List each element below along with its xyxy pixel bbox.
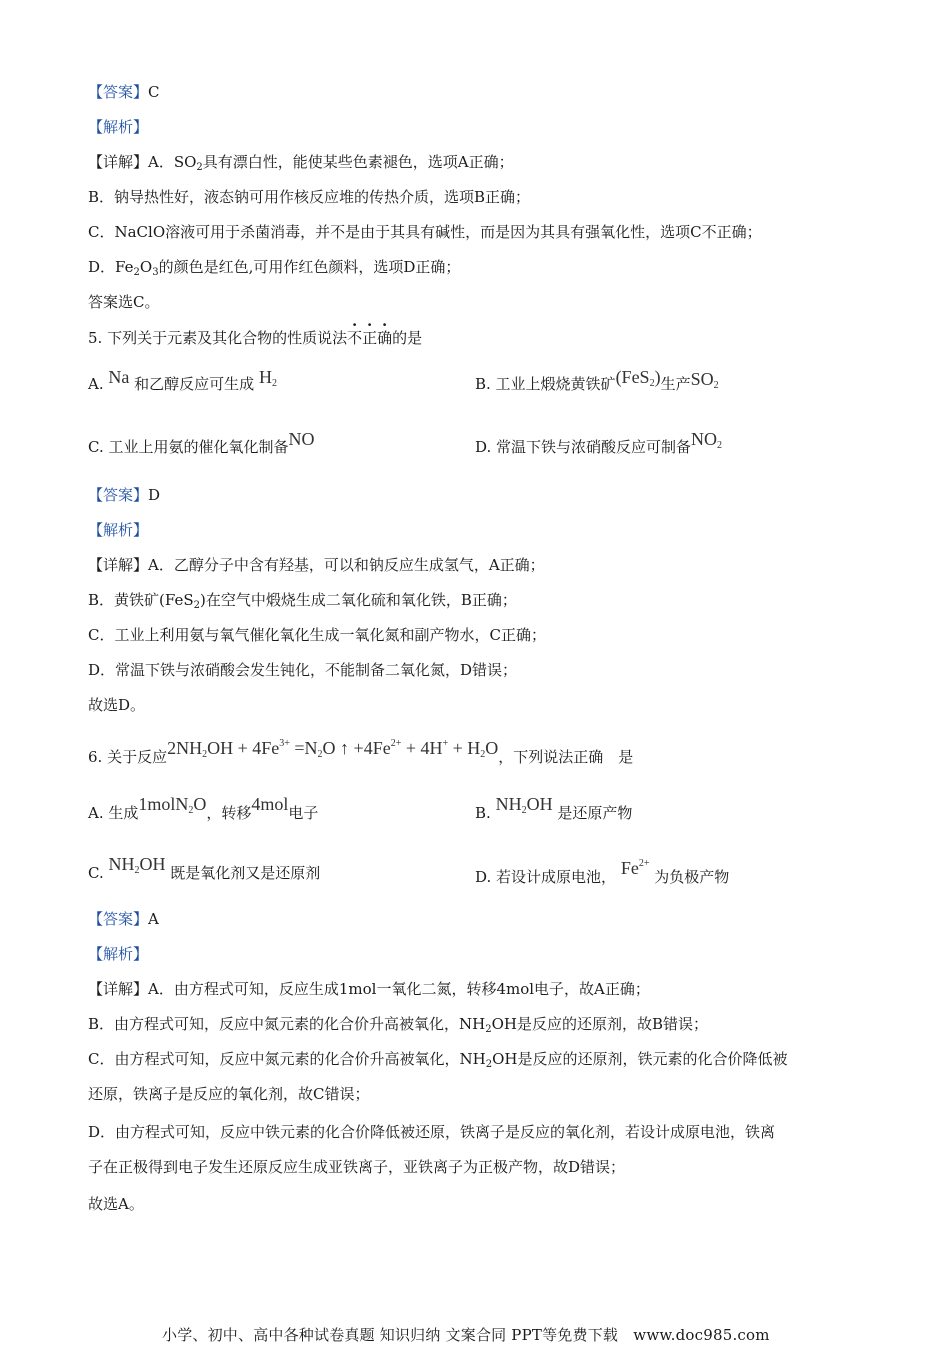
superscript: + xyxy=(442,738,449,749)
text: 生产 xyxy=(660,375,691,393)
text: 为负极产物 xyxy=(654,868,730,886)
superscript: 2+ xyxy=(390,738,402,749)
text: D．Fe xyxy=(88,258,134,276)
q4-detail-line-2: B．钠导热性好，液态钠可用作核反应堆的传热介质，选项B正确； xyxy=(88,188,531,206)
subscript: 2 xyxy=(271,378,277,389)
text: 6. 关于反应 xyxy=(88,748,168,766)
text: B．黄铁矿(FeS xyxy=(88,591,194,609)
formula-text: O xyxy=(193,794,207,814)
q4-detail-line-4 xyxy=(88,257,460,283)
text: 电子 xyxy=(288,804,319,822)
q6-detail-line-4: 还原，铁离子是反应的氧化剂，故C错误； xyxy=(88,1085,370,1103)
answer-tag: 【答案】 xyxy=(88,486,149,504)
formula xyxy=(259,367,277,387)
q6-option-c xyxy=(88,854,321,889)
formula-text: OH + 4Fe xyxy=(207,738,280,758)
option-label: B. xyxy=(475,804,491,822)
formula-text: Fe xyxy=(620,858,639,878)
text: OH是反应的还原剂，铁元素的化合价降低被 xyxy=(492,1050,788,1068)
subscript: 2 xyxy=(480,749,486,760)
formula-text: H xyxy=(258,367,272,387)
q5-detail-line-2 xyxy=(88,590,517,616)
q5-detail-line-4: D．常温下铁与浓硝酸会发生钝化，不能制备二氧化氮，D错误； xyxy=(88,661,518,679)
subscript: 3 xyxy=(152,267,159,278)
formula-text: O ↑ +4Fe xyxy=(322,738,391,758)
subscript: 2 xyxy=(649,378,655,389)
q6-detail-line-5: D．由方程式可知，反应中铁元素的化合价降低被还原，铁离子是反应的氧化剂，若设计成原电池，铁离 xyxy=(88,1123,776,1141)
formula-text: O xyxy=(485,738,499,758)
formula xyxy=(138,794,206,814)
answer-value: A xyxy=(148,910,159,928)
text: B．由方程式可知，反应中氮元素的化合价升高被氧化，NH xyxy=(88,1015,486,1033)
q5-option-d xyxy=(475,429,723,463)
answer-tag: 【答案】 xyxy=(88,910,149,928)
q5-option-b xyxy=(475,367,719,400)
q5-detail-line-3: C．工业上利用氨与氧气催化氧化生成一氧化氮和副产物水，C正确； xyxy=(88,626,546,644)
formula xyxy=(691,429,722,449)
text: A．乙醇分子中含有羟基，可以和钠反应生成氢气，A正确； xyxy=(148,556,545,574)
formula-text: ) xyxy=(654,367,661,387)
formula-text: OH xyxy=(526,794,553,814)
q5-option-a xyxy=(88,367,277,400)
text: A．由方程式可知，反应生成1mol一氧化二氮，转移4mol电子，故A正确； xyxy=(148,980,650,998)
formula-text: NH xyxy=(108,854,135,874)
q5-conclusion: 故选D。 xyxy=(88,696,146,714)
text: 既是氧化剂又是还原剂 xyxy=(170,864,321,882)
text: ，转移 xyxy=(206,804,252,822)
q5-stem xyxy=(88,328,422,348)
q6-option-b xyxy=(475,794,633,829)
text: O xyxy=(139,258,153,276)
formula-text: (FeS xyxy=(615,367,650,387)
answer-tag: 【答案】 xyxy=(88,83,149,101)
footer-watermark: 小学、初中、高中各种试卷真题 知识归纳 文案合同 PPT等免费下载 www.doc985.com xyxy=(162,1326,770,1344)
formula-text: 1molN xyxy=(138,794,189,814)
option-label: C. xyxy=(88,864,104,882)
subscript: 2 xyxy=(521,805,527,816)
formula-text: NH xyxy=(495,794,522,814)
q4-analysis-tag: 【解析】 xyxy=(88,118,149,136)
q4-conclusion: 答案选C。 xyxy=(88,293,160,311)
text: ，下列说法正确 是 xyxy=(498,748,634,766)
subscript: 2 xyxy=(485,1059,493,1070)
answer-value: D xyxy=(148,486,161,504)
formula-text: =N xyxy=(289,738,318,758)
q5-analysis-tag: 【解析】 xyxy=(88,521,149,539)
q6-detail-line-6: 子在正极得到电子发生还原反应生成亚铁离子，亚铁离子为正极产物，故D错误； xyxy=(88,1158,626,1176)
formula-text: 2NH xyxy=(167,738,203,758)
option-label: B. 工业上煅烧黄铁矿 xyxy=(475,375,616,393)
detail-tag: 【详解】 xyxy=(88,153,149,171)
detail-tag: 【详解】 xyxy=(88,556,149,574)
q5-answer-line xyxy=(88,485,160,505)
q5-option-c xyxy=(88,429,315,457)
subscript: 2 xyxy=(202,749,208,760)
q6-detail-line-2 xyxy=(88,1014,708,1040)
subscript: 2 xyxy=(713,380,719,391)
option-label: C. 工业上用氨的催化氧化制备 xyxy=(88,438,289,456)
formula-text: NO xyxy=(691,429,718,449)
text: )在空气中煅烧生成二氧化硫和氧化铁，B正确； xyxy=(200,591,517,609)
subscript: 2 xyxy=(133,267,140,278)
subscript: 2 xyxy=(317,749,323,760)
detail-tag: 【详解】 xyxy=(88,980,149,998)
formula: NO xyxy=(288,429,315,449)
emphasis-char: 正 xyxy=(362,329,378,347)
text: 的是 xyxy=(392,329,423,347)
q5-detail-line-1 xyxy=(88,555,545,575)
formula xyxy=(496,794,553,814)
text: 是还原产物 xyxy=(557,804,633,822)
subscript: 2 xyxy=(485,1024,492,1035)
option-label: D. 常温下铁与浓硝酸反应可制备 xyxy=(475,438,692,456)
q6-detail-line-3 xyxy=(88,1049,787,1075)
text: A．SO xyxy=(148,153,197,171)
q4-answer-line xyxy=(88,82,160,102)
superscript: 2+ xyxy=(638,858,650,869)
formula: 4mol xyxy=(251,794,289,814)
formula-text: + H xyxy=(448,738,481,758)
q4-detail-line-1 xyxy=(88,152,514,178)
superscript: 3+ xyxy=(279,738,290,749)
formula xyxy=(691,369,719,389)
answer-value: C xyxy=(148,83,160,101)
formula: Na xyxy=(108,367,130,387)
option-label: A. 生成 xyxy=(88,804,139,822)
q4-detail-line-3: C．NaClO溶液可用于杀菌消毒，并不是由于其具有碱性，而是因为其具有强氧化性，选项C不正确； xyxy=(88,223,762,241)
formula xyxy=(621,858,650,878)
q6-option-d xyxy=(475,858,730,887)
emphasis-char: 确 xyxy=(377,329,393,347)
q6-stem xyxy=(88,738,634,773)
option-label: A. xyxy=(88,375,104,393)
reaction-equation xyxy=(167,738,498,758)
subscript: 2 xyxy=(134,865,140,876)
emphasis-char: 不 xyxy=(347,329,363,347)
q6-detail-line-1 xyxy=(88,979,650,999)
formula xyxy=(109,854,166,874)
text: 和乙醇反应可生成 xyxy=(134,375,255,393)
subscript: 2 xyxy=(188,805,194,816)
text: 5. 下列关于元素及其化合物的性质说法 xyxy=(88,329,348,347)
subscript: 2 xyxy=(717,440,723,451)
formula-text: + 4H xyxy=(401,738,443,758)
subscript: 2 xyxy=(196,162,203,173)
option-label: D. 若设计成原电池， xyxy=(475,868,617,886)
q6-analysis-tag: 【解析】 xyxy=(88,945,149,963)
q6-conclusion: 故选A。 xyxy=(88,1195,144,1213)
q6-answer-line xyxy=(88,909,159,929)
text: 具有漂白性，能使某些色素褪色，选项A正确； xyxy=(202,153,514,171)
formula xyxy=(616,367,661,387)
text: 的颜色是红色,可用作红色颜料，选项D正确； xyxy=(158,258,461,276)
text: C．由方程式可知，反应中氮元素的化合价升高被氧化，NH xyxy=(88,1050,486,1068)
q6-option-a xyxy=(88,794,319,829)
text: OH是反应的还原剂，故B错误； xyxy=(491,1015,709,1033)
subscript: 2 xyxy=(193,600,200,611)
formula-text: OH xyxy=(139,854,166,874)
formula-text: SO xyxy=(690,369,714,389)
